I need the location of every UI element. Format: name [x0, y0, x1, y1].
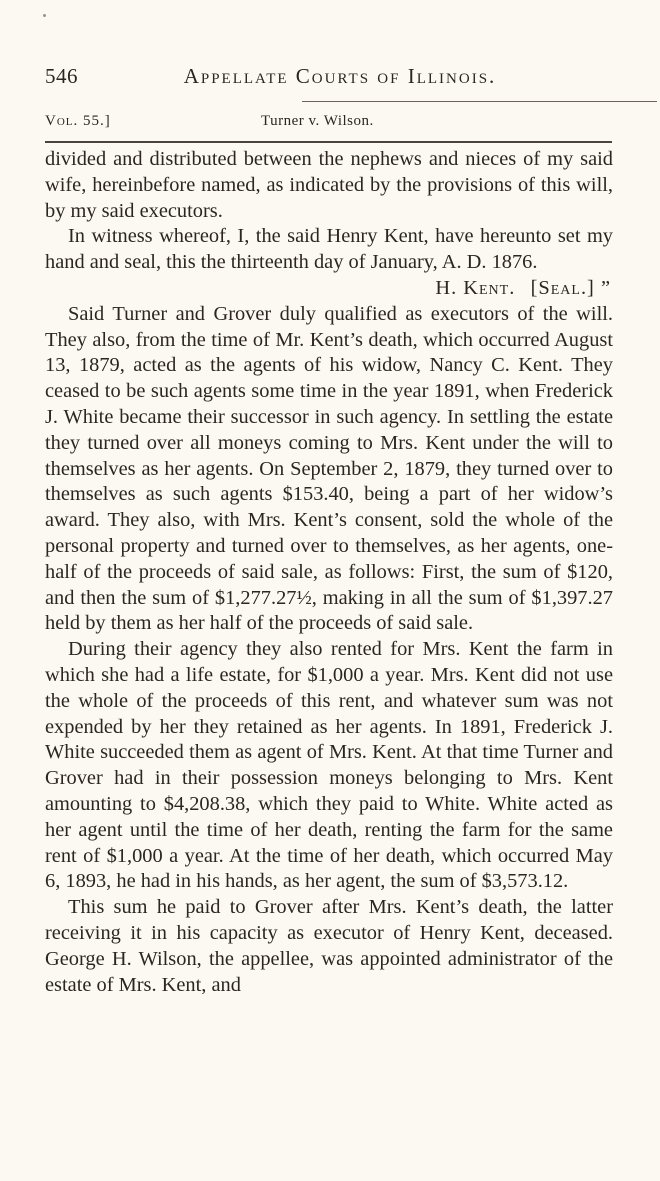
case-title: Turner v. Wilson.: [261, 113, 374, 129]
paragraph-administrator: This sum he paid to Grover after Mrs. Kent’s death, the latter receiving it in his capacity as executor of Henry Kent, deceased. George H. Wilson, the appellee, was appointed administrator of the estate of Mrs. Kent, and: [45, 896, 613, 996]
page-number: 546: [45, 64, 78, 88]
volume-label: Vol. 55.]: [45, 113, 111, 129]
running-title: Appellate Courts of Illinois.: [183, 64, 497, 88]
header-rule-top: [302, 101, 657, 102]
paragraph-witness: In witness whereof, I, the said Henry Kent, have hereunto set my hand and seal, this the thirteenth day of January, A. D. 1876.: [45, 225, 613, 274]
paragraph-will-continuation: divided and distributed between the nephews and nieces of my said wife, hereinbefore named, as indicated by the provisions of this will, by my said executors.: [45, 148, 613, 222]
signature-name: H. Kent.: [435, 276, 516, 299]
book-page: [45, 0, 615, 1181]
header-rule-bottom: [45, 141, 612, 143]
body-text: [45, 147, 613, 998]
page-speck: [43, 14, 46, 17]
signature-line: [45, 276, 613, 302]
case-subheader: [45, 113, 615, 135]
paragraph-executors: Said Turner and Grover duly qualified as executors of the will. They also, from the time of Mr. Kent’s death, which occurred August 13, 1879, acted as the agents of his widow, Nancy C. Kent. They ceased to be such agents some time in the year 1891, when Frederick J. White became their successor in such agency. In settling the estate they turned over all moneys coming to Mrs. Kent under the will to themselves as her agents. On September 2, 1879, they turned over to themselves as such agents $153.40, being a part of her widow’s award. They also, with Mrs. Kent’s consent, sold the whole of the personal property and turned over to themselves, as her agents, one-half of the proceeds of said sale, as follows: First, the sum of $120, and then the sum of $1,277.27½, making in all the sum of $1,397.27 held by them as her half of the proceeds of said sale.: [45, 302, 613, 635]
seal-mark: [Seal.] ”: [530, 276, 611, 299]
paragraph-agency: During their agency they also rented for Mrs. Kent the farm in which she had a life estate, for $1,000 a year. Mrs. Kent did not use the whole of the proceeds of this rent, and whatever sum was not expended by her they retained as her agents. In 1891, Frederick J. White succeeded them as agent of Mrs. Kent. At that time Turner and Grover had in their possession moneys belonging to Mrs. Kent amounting to $4,208.38, which they paid to White. White acted as her agent until the time of her death, renting the farm for the same rent of $1,000 a year. At the time of her death, which occurred May 6, 1893, he had in his hands, as her agent, the sum of $3,573.12.: [45, 638, 613, 893]
running-head: [45, 64, 615, 96]
